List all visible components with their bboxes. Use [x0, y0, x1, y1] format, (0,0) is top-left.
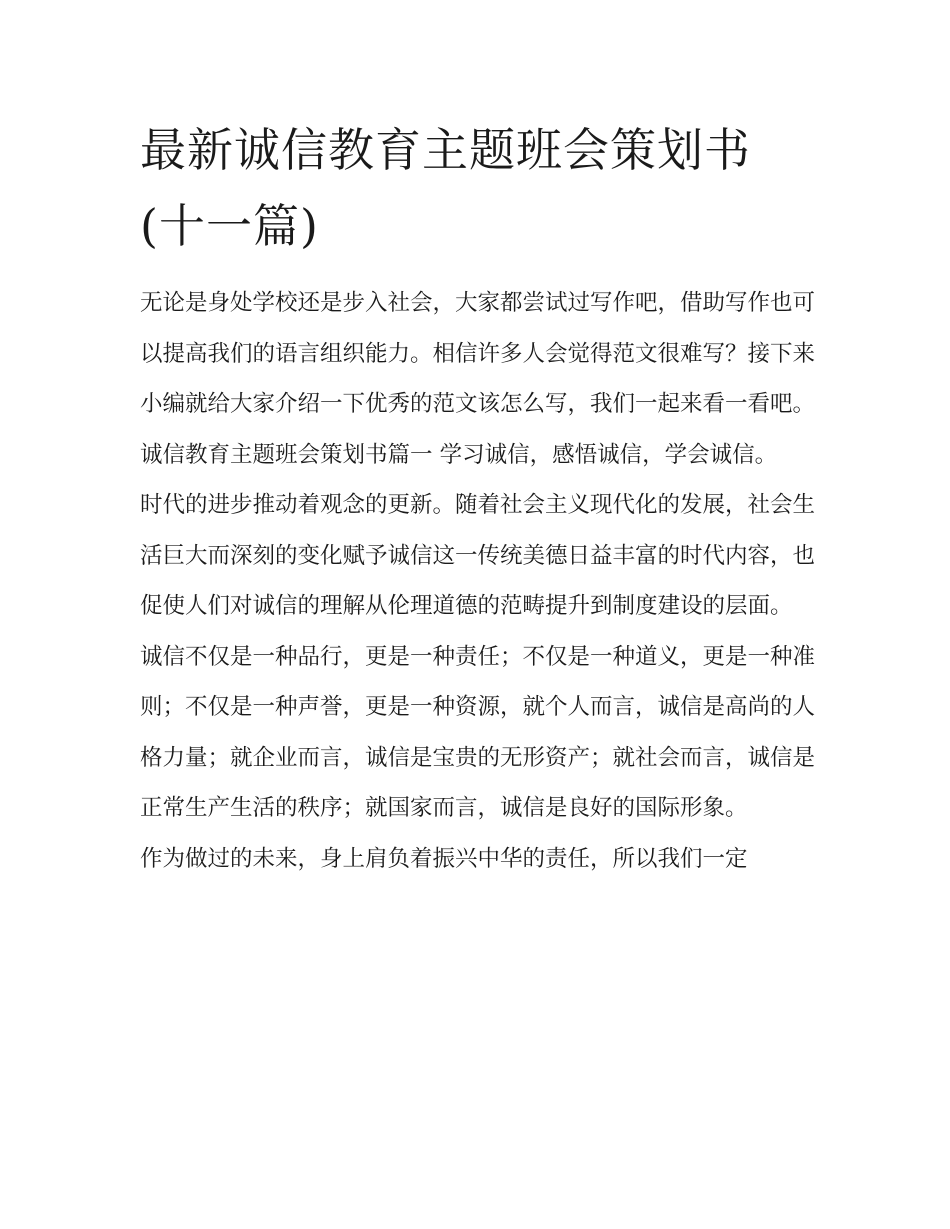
paragraph-times-progress: 时代的进步推动着观念的更新。随着社会主义现代化的发展，社会生活巨大而深刻的变化赋予诚信这一传统美德日益丰富的时代内容，也促使人们对诚信的理解从伦理道德的范畴提升到制度建设的层面。: [140, 492, 816, 619]
paragraph-section-heading: 诚信教育主题班会策划书篇一 学习诚信，感悟诚信，学会诚信。: [140, 441, 778, 468]
paragraph-integrity-meaning: 诚信不仅是一种品行，更是一种责任；不仅是一种道义，更是一种准则；不仅是一种声誉，更是一种资源，就个人而言，诚信是高尚的人格力量；就企业而言，诚信是宝贵的无形资产；就社会而言，诚信是正常生产生活的秩序；就国家而言，诚信是良好的国际形象。: [140, 643, 816, 821]
document-body: [140, 112, 815, 884]
paragraph-future-responsibility: 作为做过的未来，身上肩负着振兴中华的责任，所以我们一定: [140, 845, 748, 872]
title-line-2: (十一篇): [140, 199, 319, 253]
document-title: [140, 112, 815, 264]
paragraph-intro: 无论是身处学校还是步入社会，大家都尝试过写作吧，借助写作也可以提高我们的语言组织能力。相信许多人会觉得范文很难写？接下来小编就给大家介绍一下优秀的范文该怎么写，我们一起来看一看吧。: [140, 290, 816, 417]
title-line-1: 最新诚信教育主题班会策划书: [140, 123, 751, 177]
